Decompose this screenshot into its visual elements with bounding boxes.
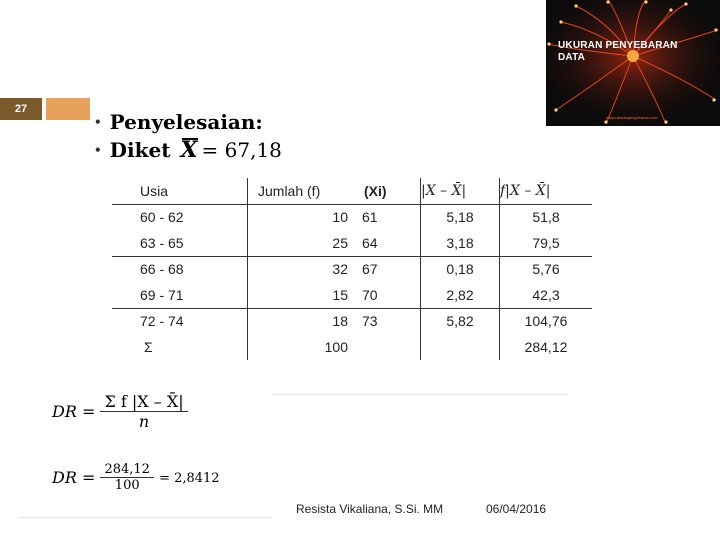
header-f-abs-dev: f|X – X̄| <box>500 178 593 204</box>
banner-title: UKURAN PENYEBARAN DATA <box>558 40 678 63</box>
slide-accent-bar <box>46 98 90 120</box>
table-header-row <box>112 178 592 204</box>
mean-value: = 67,18 <box>201 138 282 162</box>
table-row: 72 - 74 18 73 5,82 104,76 <box>112 308 592 334</box>
table-row: 69 - 71 15 70 2,82 42,3 <box>112 282 592 308</box>
frequency-table <box>112 178 592 360</box>
title-banner <box>546 0 720 126</box>
bullet-dot-icon: • <box>94 143 102 157</box>
header-usia: Usia <box>140 182 169 199</box>
header-abs-dev: |X – X̄| <box>421 178 500 204</box>
table-row: 63 - 65 25 64 3,18 79,5 <box>112 230 592 256</box>
footer-date: 06/04/2016 <box>486 502 547 516</box>
divider-line <box>272 394 568 395</box>
divider-line <box>18 517 272 518</box>
formula-computation: DR = $\frac{284,12}{100}$ = 2,8412 <box>52 462 220 493</box>
banner-url: www.ukuranpenyebaran.com <box>606 115 658 120</box>
slide-number: 27 <box>0 98 42 120</box>
footer-author: Resista Vikaliana, S.Si. MM <box>296 502 444 516</box>
formula-numerator: Σ f |X – X̄| <box>104 392 184 411</box>
table-row: 60 - 62 10 61 5,18 51,8 <box>112 204 592 230</box>
header-jumlah: Jumlah (f) <box>248 178 363 204</box>
bullet-diket <box>94 136 282 164</box>
mean-symbol: X <box>180 137 198 163</box>
computation-denominator: 100 <box>114 478 140 493</box>
computation-result: = 2,8412 <box>159 471 220 486</box>
formula-definition: DR = $\frac{\text{Σ f |X – X̄|}}{n}$ <box>52 392 188 431</box>
table-row-total: Σ 100 284,12 <box>112 334 592 360</box>
table-row: 66 - 68 32 67 0,18 5,76 <box>112 256 592 282</box>
formula-denominator: n <box>138 412 150 431</box>
header-xi: (Xi) <box>364 182 387 199</box>
bullet-penyelesaian: • Penyelesaian: <box>94 110 263 134</box>
computation-numerator: 284,12 <box>104 462 150 477</box>
diket-label: Diket <box>109 138 171 162</box>
bullet-list <box>94 108 282 164</box>
bullet-dot-icon: • <box>94 115 102 129</box>
